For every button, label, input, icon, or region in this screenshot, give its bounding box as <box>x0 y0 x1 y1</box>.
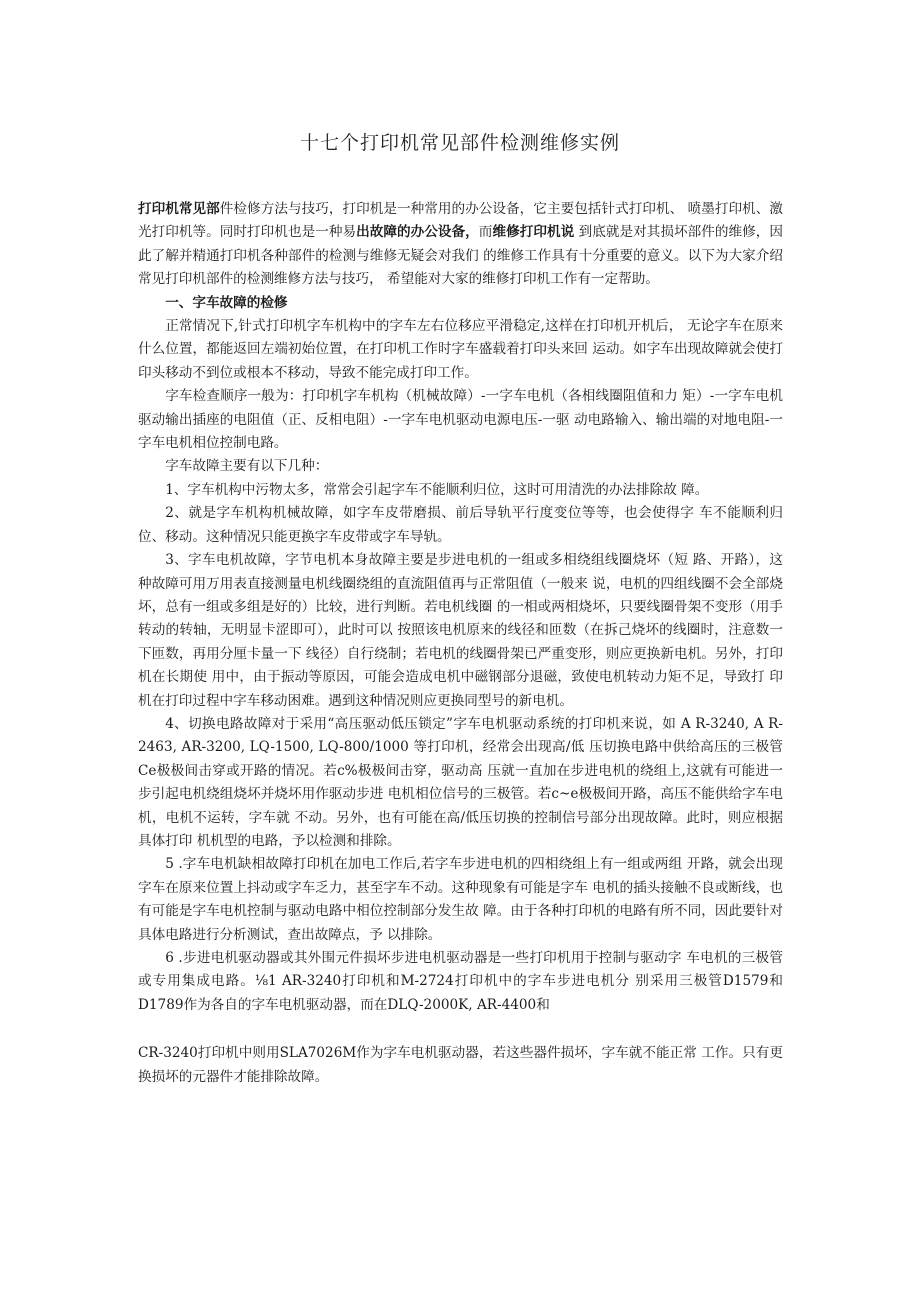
intro-text-3: 到底就是对其损坏部件的维修，因此了解并精通打印机各种部件的检测与维修无疑会对我们 的维修工作具有十分重要的意义。以下为大家介绍常见打印机部件的检测维修方法与技巧， 希望能对大家的维修打印机工作有一定帮助。 <box>138 224 784 288</box>
intro-paragraph <box>138 198 783 292</box>
paragraph: 4、切换电路故障对于采用“高压驱动低压锁定”字车电机驱动系统的打印机来说，如 A R-3240, A R-2463, AR-3200, LQ-1500, LQ-800/1000 等打印机，经常会出现高/低 压切换电路中供给高压的三极管Ce极极间击穿或开路的情况。若c%极极间击穿，驱动高 压就一直加在步进电机的绕组上,这就有可能进一步引起电机绕组烧坏并烧坏用作驱动步进 电机相位信号的三极管。若c~e极极间开路，高压不能供给字车电机，电机不运转，字车就 不动。另外，也有可能在高/低压切换的控制信号部分出现故障。此时，则应根据具体打印 机机型的电路，予以检测和排除。 <box>138 715 783 849</box>
document-body <box>138 198 783 1089</box>
paragraph: 字车检查顺序一般为：打印机字车机构（机械故障）-一字车电机（各相线圈阻值和力 矩）-一字车电机驱动输出插座的电阻值（正、反相电阻）-一字车电机驱动电源电压-一驱 动电路输入、输出端的对地电阻-一字车电机相位控制电路。 <box>138 388 783 452</box>
paragraph: 6 .步进电机驱动器或其外围元件损坏步进电机驱动器是一些打印机用于控制与驱动字 车电机的三极管或专用集成电路。⅛1 AR-3240打印机和M-2724打印机中的字车步进电机分 别采用三极管D1579和D1789作为各自的字车电机驱动器，而在DLQ-2000K, AR-4400和 <box>138 950 783 1013</box>
continuation-paragraph: CR-3240打印机中则用SLA7026M作为字车电机驱动器，若这些器件损坏，字车就不能正常 工作。只有更换损坏的元器件才能排除故障。 <box>138 1045 783 1085</box>
paragraph: 1、字车机构中污物太多，常常会引起字车不能顺利归位，这时可用清洗的办法排除故 障。 <box>165 481 709 498</box>
paragraph: 字车故障主要有以下几种： <box>165 458 329 475</box>
intro-bold-2: 出故障的办公设备， <box>356 224 479 241</box>
intro-bold-1: 打印机常见部 <box>138 201 220 217</box>
document-title: 十七个打印机常见部件检测维修实例 <box>299 132 620 154</box>
paragraph: 5 .字车电机缺相故障打印机在加电工作后,若字车步进电机的四相绕组上有一组或两组 开路，就会出现字车在原来位置上抖动或字车乏力，甚至字车不动。这种现象有可能是字车 电机的插头接触不良或断线，也有可能是字车电机控制与驱动电路中相位控制部分发生故 障。由于各种打印机的电路有所不同，因此要针对具体电路进行分析测试，查出故障点，予 以排除。 <box>138 856 783 943</box>
intro-bold-3: 维修打印机说 <box>492 224 575 241</box>
intro-text-2: 而 <box>478 224 493 241</box>
paragraph: 3、字车电机故障，字节电机本身故障主要是步进电机的一组或多相绕组线圈烧坏（短 路、开路），这种故障可用万用表直接测量电机线圈绕组的直流阻值再与正常阻值（一般来 说，电机的四组线圈不会全部烧坏，总有一组或多组是好的）比较，进行判断。若电机线圈 的一相或两相烧坏，只要线圈骨架不变形（用手转动的转轴，无明显卡涩即可），此时可以 按照该电机原来的线径和匝数（在拆己烧坏的线圈时，注意数一下匝数，再用分厘卡量一下 线径）自行绕制；若电机的线圈骨架已严重变形，则应更换新电机。另外，打印机在长期使 用中，由于振动等原因，可能会造成电机中磁钢部分退磁，致使电机转动力矩不足，导致打 印机在打印过程中字车移动困难。遇到这种情况则应更换同型号的新电机。 <box>138 552 783 709</box>
paragraph-gap <box>138 1017 783 1042</box>
paragraph: 2、就是字车机构机械故障，如字车皮带磨损、前后导轨平行度变位等等，也会使得字 车不能顺利归位、移动。这种情况只能更换字车皮带或字车导轨。 <box>138 505 783 545</box>
intro-text-1: 件检修方法与技巧，打印机是一种常用的办公设备，它主要包括针式打印机、 喷墨打印机、激光打印机等。同时打印机也是一种易 <box>138 201 783 241</box>
paragraph: 正常情况下,针式打印机字车机构中的字车左右位移应平滑稳定,这样在打印机开机后， 无论字车在原来什么位置，都能返回左端初始位置，在打印机工作时字车盛载着打印头来回 运动。如字车出现故障就会使打印头移动不到位或根本不移动，导致不能完成打印工作。 <box>138 318 783 381</box>
section-heading: 一、字车故障的检修 <box>165 294 288 311</box>
